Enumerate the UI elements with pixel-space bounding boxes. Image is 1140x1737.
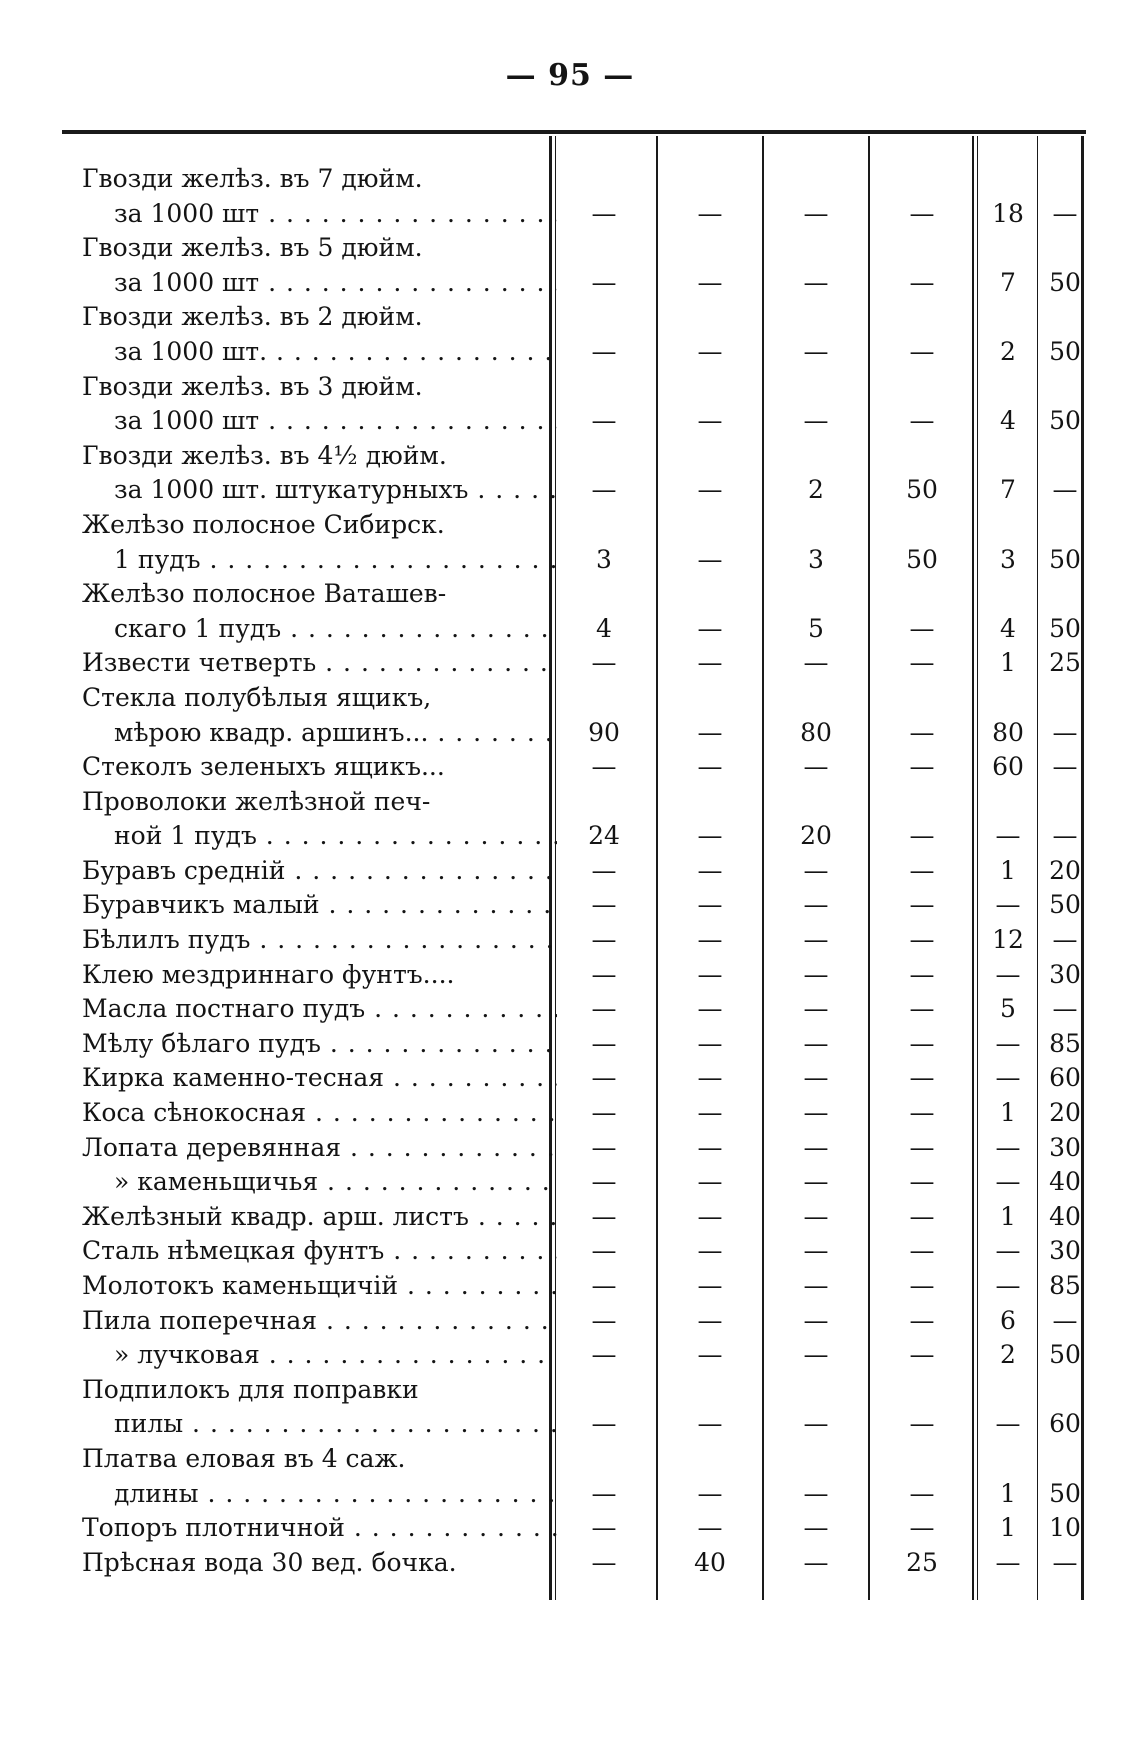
item-description: Подпилокъ для поправки bbox=[82, 1374, 419, 1404]
price-cell: — bbox=[697, 1063, 723, 1093]
price-cell: — bbox=[697, 821, 723, 851]
table-row bbox=[62, 1511, 1086, 1546]
price-cell: — bbox=[803, 267, 829, 297]
table-row bbox=[62, 1165, 1086, 1200]
price-cell: 85 bbox=[1049, 1028, 1081, 1058]
price-cell: 40 bbox=[694, 1547, 726, 1577]
price-cell: 4 bbox=[1000, 613, 1016, 643]
price-cell: — bbox=[697, 544, 723, 574]
price-cell: — bbox=[803, 406, 829, 436]
item-description: Молотокъ каменьщичій . . . bbox=[82, 1269, 557, 1304]
price-cell: 18 bbox=[992, 198, 1024, 228]
price-cell: — bbox=[697, 1201, 723, 1231]
table-body bbox=[62, 162, 1086, 1580]
item-description: Платва еловая въ 4 саж. bbox=[82, 1443, 406, 1473]
table-row bbox=[62, 612, 1086, 647]
item-description: Желѣзо полосное Сибирск. bbox=[82, 509, 445, 539]
price-cell: — bbox=[909, 890, 935, 920]
table-row bbox=[62, 335, 1086, 370]
table-row bbox=[62, 1407, 1086, 1442]
table-row bbox=[62, 1027, 1086, 1062]
price-cell: 40 bbox=[1049, 1201, 1081, 1231]
price-cell: — bbox=[591, 1063, 617, 1093]
price-cell: — bbox=[803, 1098, 829, 1128]
price-cell: — bbox=[1052, 752, 1078, 782]
item-description: длины . . . bbox=[114, 1477, 557, 1512]
price-cell: 50 bbox=[906, 475, 938, 505]
price-cell: — bbox=[803, 1478, 829, 1508]
price-cell: — bbox=[591, 267, 617, 297]
table-row bbox=[62, 923, 1086, 958]
price-cell: — bbox=[909, 821, 935, 851]
price-cell: — bbox=[995, 1271, 1021, 1300]
price-cell: — bbox=[1052, 198, 1078, 228]
price-cell: 1 bbox=[1000, 1098, 1016, 1128]
price-cell: — bbox=[697, 613, 723, 643]
item-description: за 1000 шт. . . . bbox=[114, 335, 557, 370]
price-cell: — bbox=[909, 1305, 935, 1335]
price-cell: — bbox=[803, 648, 829, 678]
price-cell: — bbox=[803, 1305, 829, 1335]
price-cell: 2 bbox=[808, 475, 824, 505]
price-cell: 1 bbox=[1000, 648, 1016, 678]
table-row bbox=[62, 716, 1086, 751]
price-cell: 7 bbox=[1000, 475, 1016, 505]
item-description: Коса сѣнокосная . . . bbox=[82, 1096, 557, 1131]
table-row bbox=[62, 819, 1086, 854]
price-cell: — bbox=[909, 267, 935, 297]
price-cell: — bbox=[697, 925, 723, 955]
item-description: 1 пудъ . . . bbox=[114, 543, 557, 578]
price-cell: 1 bbox=[1000, 1478, 1016, 1508]
price-cell: 1 bbox=[1000, 1513, 1016, 1543]
item-description: мѣрою квадр. аршинъ... . . . bbox=[114, 716, 557, 751]
item-description: за 1000 шт. штукатурныхъ . . . bbox=[114, 473, 557, 508]
price-cell: — bbox=[803, 959, 829, 989]
table-top-rule bbox=[62, 130, 1086, 134]
table-row bbox=[62, 162, 1086, 197]
table-row bbox=[62, 1200, 1086, 1235]
price-cell: — bbox=[591, 198, 617, 228]
price-cell: — bbox=[591, 752, 617, 782]
price-cell: 4 bbox=[1000, 406, 1016, 436]
price-cell: — bbox=[697, 198, 723, 228]
table-row bbox=[62, 1546, 1086, 1581]
price-cell: — bbox=[591, 855, 617, 885]
price-cell: — bbox=[803, 336, 829, 366]
table-row bbox=[62, 543, 1086, 578]
price-cell: — bbox=[909, 648, 935, 678]
price-cell: — bbox=[995, 1409, 1021, 1439]
price-cell: — bbox=[803, 1201, 829, 1231]
item-description: за 1000 шт . . . bbox=[114, 404, 557, 439]
price-cell: — bbox=[995, 1132, 1021, 1162]
table-row bbox=[62, 508, 1086, 543]
item-description: Желѣзо полосное Ваташев- bbox=[82, 579, 447, 609]
table-row bbox=[62, 681, 1086, 716]
price-cell: — bbox=[909, 1271, 935, 1300]
price-cell: — bbox=[909, 1513, 935, 1543]
table-row bbox=[62, 231, 1086, 266]
price-cell: — bbox=[1052, 1547, 1078, 1577]
item-description: Буравъ средній . . . bbox=[82, 854, 557, 889]
price-cell: 4 bbox=[596, 613, 612, 643]
price-cell: — bbox=[909, 1409, 935, 1439]
price-cell: — bbox=[697, 994, 723, 1024]
price-cell: 80 bbox=[992, 717, 1024, 747]
price-cell: 7 bbox=[1000, 267, 1016, 297]
price-cell: — bbox=[803, 1340, 829, 1370]
item-description: Топоръ плотничной . . . bbox=[82, 1511, 557, 1546]
price-cell: 30 bbox=[1049, 1236, 1081, 1266]
table-row bbox=[62, 1373, 1086, 1408]
price-cell: — bbox=[803, 855, 829, 885]
table-row bbox=[62, 404, 1086, 439]
price-cell: — bbox=[697, 890, 723, 920]
price-cell: 90 bbox=[588, 717, 620, 747]
item-description: Клею мездриннаго фунтъ.... bbox=[82, 959, 455, 989]
item-description: Стекла полубѣлыя ящикъ, bbox=[82, 682, 432, 712]
price-cell: 50 bbox=[1049, 613, 1081, 643]
price-cell: — bbox=[591, 1132, 617, 1162]
price-cell: — bbox=[995, 959, 1021, 989]
price-cell: — bbox=[909, 1201, 935, 1231]
price-cell: — bbox=[803, 1063, 829, 1093]
price-cell: — bbox=[803, 1409, 829, 1439]
price-table bbox=[62, 130, 1086, 1600]
price-cell: — bbox=[697, 1167, 723, 1197]
table-row bbox=[62, 1061, 1086, 1096]
price-cell: — bbox=[591, 1236, 617, 1266]
table-row bbox=[62, 1477, 1086, 1512]
item-description: Буравчикъ малый . . . bbox=[82, 888, 557, 923]
price-cell: — bbox=[909, 994, 935, 1024]
price-cell: — bbox=[591, 1201, 617, 1231]
price-cell: — bbox=[995, 890, 1021, 920]
item-description: за 1000 шт . . . bbox=[114, 266, 557, 301]
price-cell: 6 bbox=[1000, 1305, 1016, 1335]
price-cell: — bbox=[591, 1547, 617, 1577]
table-row bbox=[62, 750, 1086, 785]
price-cell: 50 bbox=[1049, 544, 1081, 574]
table-row bbox=[62, 1131, 1086, 1166]
price-cell: — bbox=[909, 1340, 935, 1370]
price-cell: — bbox=[591, 648, 617, 678]
price-cell: — bbox=[995, 821, 1021, 851]
price-cell: — bbox=[697, 406, 723, 436]
item-description: Стеколъ зеленыхъ ящикъ... bbox=[82, 752, 445, 782]
price-cell: — bbox=[697, 1271, 723, 1300]
item-description: » лучковая . . . bbox=[114, 1338, 557, 1373]
table-row bbox=[62, 266, 1086, 301]
price-cell: — bbox=[803, 752, 829, 782]
price-cell: — bbox=[803, 1271, 829, 1300]
price-cell: 50 bbox=[1049, 336, 1081, 366]
item-description: Бѣлилъ пудъ . . . bbox=[82, 923, 557, 958]
price-cell: — bbox=[803, 1236, 829, 1266]
price-cell: — bbox=[697, 1513, 723, 1543]
price-cell: 30 bbox=[1049, 1132, 1081, 1162]
price-cell: — bbox=[1052, 475, 1078, 505]
price-cell: — bbox=[909, 1063, 935, 1093]
price-cell: — bbox=[803, 1167, 829, 1197]
table-row bbox=[62, 1442, 1086, 1477]
table-row bbox=[62, 1096, 1086, 1131]
price-cell: 50 bbox=[1049, 1340, 1081, 1370]
price-cell: 60 bbox=[1049, 1409, 1081, 1439]
price-cell: — bbox=[697, 959, 723, 989]
table-row bbox=[62, 473, 1086, 508]
price-cell: — bbox=[697, 336, 723, 366]
price-cell: 1 bbox=[1000, 1201, 1016, 1231]
item-description: Извести четверть . . . bbox=[82, 646, 557, 681]
price-cell: — bbox=[909, 1028, 935, 1058]
table-row bbox=[62, 958, 1086, 993]
price-cell: — bbox=[1052, 994, 1078, 1024]
price-cell: — bbox=[697, 1478, 723, 1508]
price-cell: — bbox=[1052, 1305, 1078, 1335]
price-cell: — bbox=[697, 1028, 723, 1058]
price-cell: 20 bbox=[1049, 1098, 1081, 1128]
price-cell: — bbox=[909, 1098, 935, 1128]
item-description: Лопата деревянная . . . bbox=[82, 1131, 557, 1166]
price-cell: — bbox=[697, 1305, 723, 1335]
price-cell: 2 bbox=[1000, 1340, 1016, 1370]
price-cell: 50 bbox=[1049, 267, 1081, 297]
price-cell: 1 bbox=[1000, 855, 1016, 885]
item-description: Гвозди желѣз. въ 2 дюйм. bbox=[82, 302, 423, 332]
item-description: » каменьщичья . . . bbox=[114, 1165, 557, 1200]
price-cell: 3 bbox=[596, 544, 612, 574]
price-cell: 3 bbox=[808, 544, 824, 574]
item-description: Гвозди желѣз. въ 4½ дюйм. bbox=[82, 440, 447, 470]
price-cell: — bbox=[697, 717, 723, 747]
price-cell: — bbox=[909, 752, 935, 782]
table-row bbox=[62, 992, 1086, 1027]
item-description: Гвозди желѣз. въ 5 дюйм. bbox=[82, 233, 423, 263]
price-cell: 30 bbox=[1049, 959, 1081, 989]
price-cell: — bbox=[803, 1547, 829, 1577]
table-row bbox=[62, 888, 1086, 923]
item-description: Проволоки желѣзной печ- bbox=[82, 786, 431, 816]
price-cell: 5 bbox=[1000, 994, 1016, 1024]
price-cell: — bbox=[909, 336, 935, 366]
price-cell: — bbox=[1052, 821, 1078, 851]
price-cell: 60 bbox=[1049, 1063, 1081, 1093]
price-cell: — bbox=[909, 1167, 935, 1197]
item-description: скаго 1 пудъ . . . bbox=[114, 612, 557, 647]
price-cell: — bbox=[591, 890, 617, 920]
price-cell: — bbox=[591, 1305, 617, 1335]
price-cell: — bbox=[591, 1478, 617, 1508]
price-cell: 85 bbox=[1049, 1271, 1081, 1300]
price-cell: — bbox=[803, 890, 829, 920]
price-cell: — bbox=[591, 1409, 617, 1439]
price-cell: — bbox=[697, 648, 723, 678]
price-cell: — bbox=[995, 1028, 1021, 1058]
price-cell: 24 bbox=[588, 821, 620, 851]
price-cell: — bbox=[909, 406, 935, 436]
price-cell: — bbox=[591, 959, 617, 989]
price-cell: — bbox=[995, 1547, 1021, 1577]
price-cell: — bbox=[697, 752, 723, 782]
table-row bbox=[62, 1338, 1086, 1373]
price-cell: — bbox=[697, 855, 723, 885]
price-cell: 2 bbox=[1000, 336, 1016, 366]
table-row bbox=[62, 300, 1086, 335]
item-description: Гвозди желѣз. въ 7 дюйм. bbox=[82, 164, 423, 193]
price-cell: — bbox=[909, 855, 935, 885]
price-cell: — bbox=[803, 198, 829, 228]
item-description: Сталь нѣмецкая фунтъ . . . bbox=[82, 1234, 557, 1269]
price-cell: 10 bbox=[1049, 1513, 1081, 1543]
price-cell: — bbox=[995, 1063, 1021, 1093]
table-row bbox=[62, 439, 1086, 474]
item-description: Мѣлу бѣлаго пудъ . . . bbox=[82, 1027, 557, 1062]
price-cell: — bbox=[591, 1513, 617, 1543]
price-cell: — bbox=[803, 1132, 829, 1162]
price-cell: 50 bbox=[1049, 890, 1081, 920]
price-cell: 20 bbox=[800, 821, 832, 851]
item-description: пилы . . . bbox=[114, 1407, 557, 1442]
price-cell: — bbox=[697, 1409, 723, 1439]
item-description: Кирка каменно-тесная . . . bbox=[82, 1061, 557, 1096]
price-cell: 50 bbox=[1049, 1478, 1081, 1508]
price-cell: — bbox=[909, 613, 935, 643]
price-cell: — bbox=[591, 1167, 617, 1197]
price-cell: — bbox=[803, 1513, 829, 1543]
price-cell: — bbox=[591, 1271, 617, 1300]
price-cell: — bbox=[909, 959, 935, 989]
price-cell: — bbox=[1052, 717, 1078, 747]
item-description: Масла постнаго пудъ . . . bbox=[82, 992, 557, 1027]
price-cell: 12 bbox=[992, 925, 1024, 955]
price-cell: 40 bbox=[1049, 1167, 1081, 1197]
price-cell: 25 bbox=[1049, 648, 1081, 678]
price-cell: 80 bbox=[800, 717, 832, 747]
price-cell: — bbox=[697, 1132, 723, 1162]
price-cell: 50 bbox=[1049, 406, 1081, 436]
item-description: Прѣсная вода 30 вед. бочка. bbox=[82, 1547, 457, 1577]
price-cell: 25 bbox=[906, 1547, 938, 1577]
price-cell: — bbox=[591, 994, 617, 1024]
price-cell: — bbox=[591, 925, 617, 955]
price-cell: — bbox=[909, 717, 935, 747]
price-cell: — bbox=[803, 994, 829, 1024]
price-cell: 3 bbox=[1000, 544, 1016, 574]
table-row bbox=[62, 1234, 1086, 1269]
price-cell: 5 bbox=[808, 613, 824, 643]
price-cell: — bbox=[909, 925, 935, 955]
price-cell: 60 bbox=[992, 752, 1024, 782]
price-cell: — bbox=[697, 475, 723, 505]
price-cell: — bbox=[591, 336, 617, 366]
table-row bbox=[62, 646, 1086, 681]
table-row bbox=[62, 1304, 1086, 1339]
item-description: за 1000 шт . . . bbox=[114, 197, 557, 232]
item-description: ной 1 пудъ . . . bbox=[114, 819, 557, 854]
price-cell: — bbox=[591, 1098, 617, 1128]
page-number: — 95 — bbox=[505, 58, 635, 93]
table-row bbox=[62, 1269, 1086, 1304]
table-row bbox=[62, 197, 1086, 232]
price-cell: — bbox=[995, 1167, 1021, 1197]
price-cell: 50 bbox=[906, 544, 938, 574]
item-description: Желѣзный квадр. арш. листъ . . . bbox=[82, 1200, 557, 1235]
price-cell: — bbox=[697, 1236, 723, 1266]
item-description: Пила поперечная . . . bbox=[82, 1304, 557, 1339]
price-cell: — bbox=[591, 406, 617, 436]
price-cell: — bbox=[591, 1340, 617, 1370]
price-cell: — bbox=[1052, 925, 1078, 955]
table-row bbox=[62, 577, 1086, 612]
price-cell: — bbox=[909, 1478, 935, 1508]
price-cell: — bbox=[909, 198, 935, 228]
price-cell: — bbox=[803, 925, 829, 955]
price-cell: — bbox=[697, 1098, 723, 1128]
item-description: Гвозди желѣз. въ 3 дюйм. bbox=[82, 371, 423, 401]
price-cell: — bbox=[697, 267, 723, 297]
price-cell: — bbox=[591, 1028, 617, 1058]
price-cell: — bbox=[697, 1340, 723, 1370]
price-cell: — bbox=[803, 1028, 829, 1058]
price-cell: 20 bbox=[1049, 855, 1081, 885]
price-cell: — bbox=[909, 1236, 935, 1266]
table-row bbox=[62, 785, 1086, 820]
table-row bbox=[62, 854, 1086, 889]
price-cell: — bbox=[995, 1236, 1021, 1266]
table-row bbox=[62, 370, 1086, 405]
price-cell: — bbox=[591, 475, 617, 505]
price-cell: — bbox=[909, 1132, 935, 1162]
